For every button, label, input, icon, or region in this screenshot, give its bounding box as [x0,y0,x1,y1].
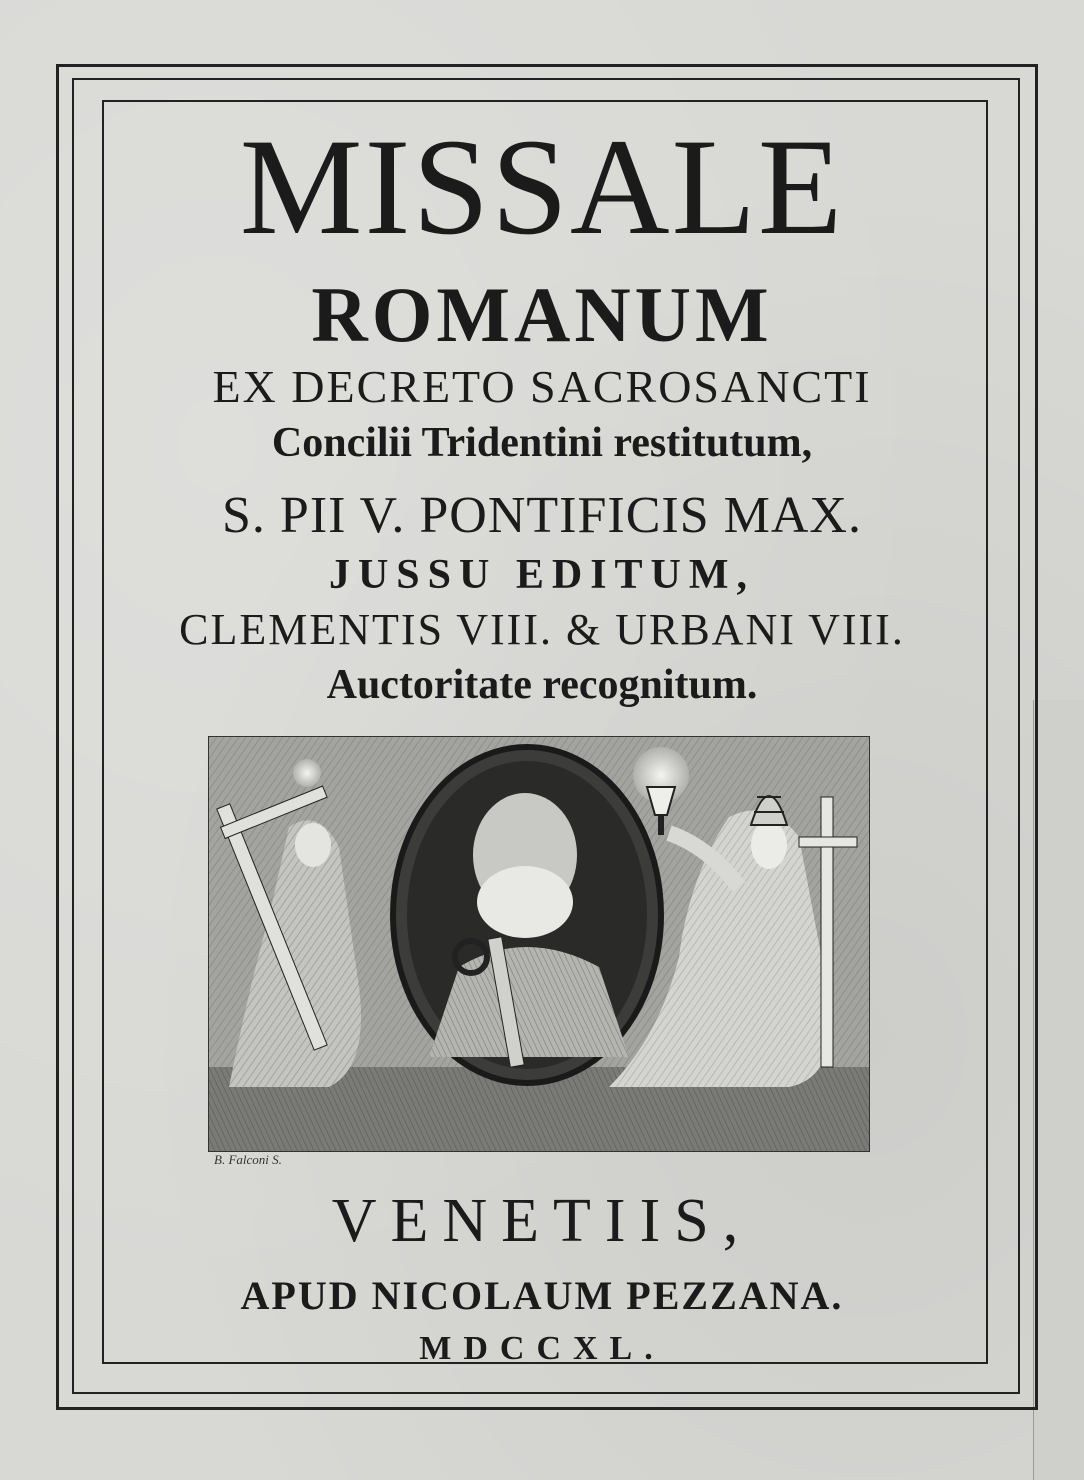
book-subtitle: ROMANUM [311,271,773,358]
engraving-illustration [208,736,870,1152]
title-line-pope: S. PII V. PONTIFICIS MAX. [222,487,862,544]
imprint-year: MDCCXL. [419,1330,665,1367]
title-line-edited: JUSSU EDITUM, [328,552,756,598]
title-line-decree: EX DECRETO SACROSANCTI [212,361,872,412]
engraver-signature: B. Falconi S. [214,1152,282,1167]
book-title: MISSALE [239,110,845,263]
title-line-authority: Auctoritate recognitum. [326,662,758,708]
imprint-printer: APUD NICOLAUM PEZZANA. [240,1273,844,1318]
imprint-place: VENETIIS, [331,1187,753,1255]
engraving-artwork [209,737,869,1151]
title-line-clement-urban: CLEMENTIS VIII. & URBANI VIII. [179,605,905,654]
title-line-council: Concilii Tridentini restitutum, [271,420,813,466]
